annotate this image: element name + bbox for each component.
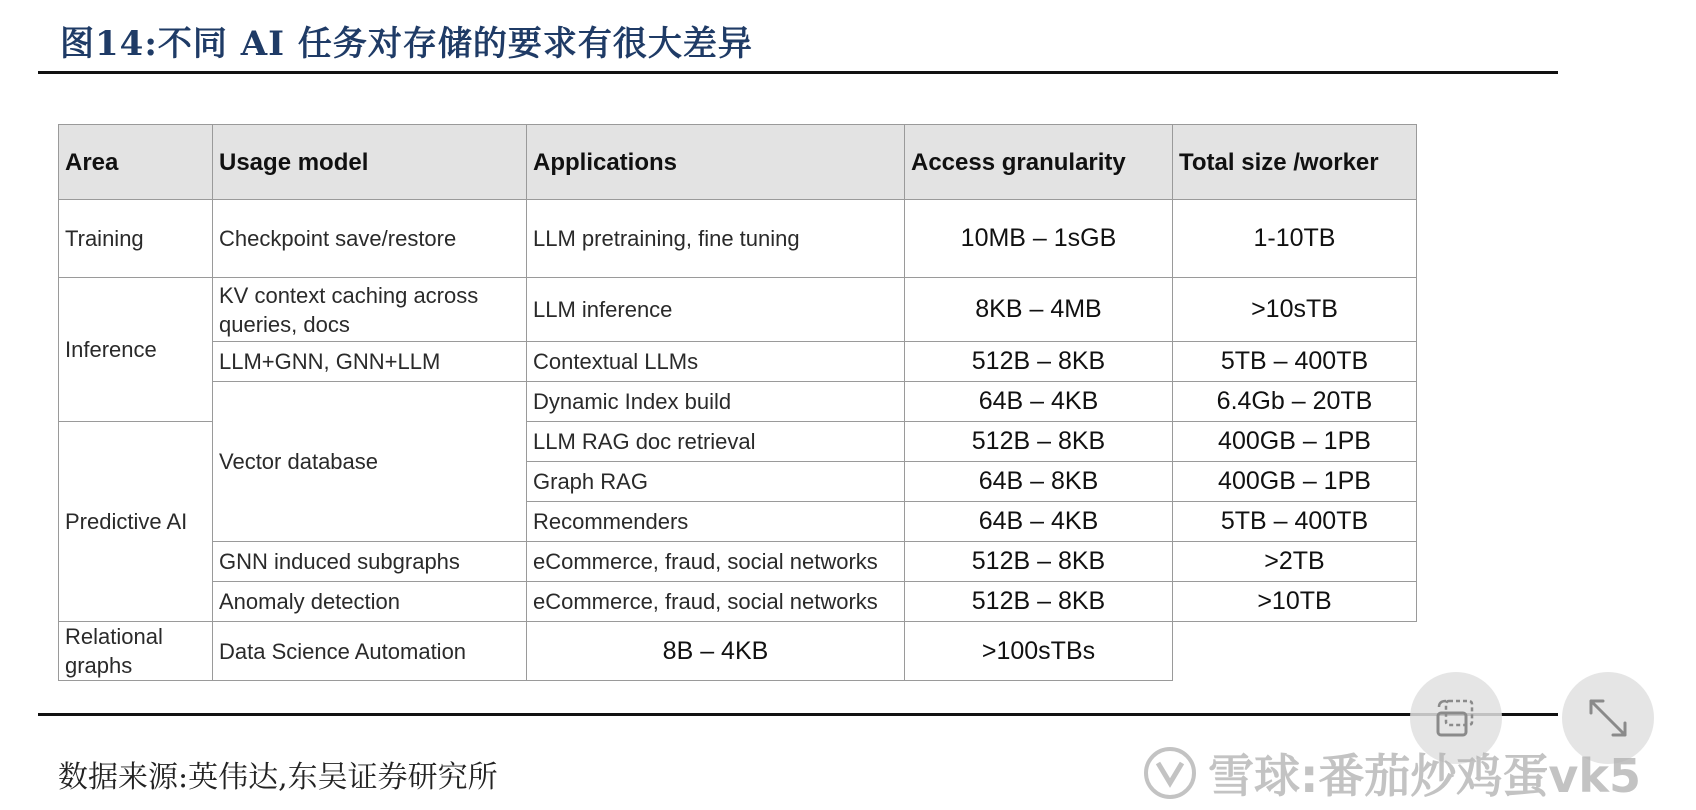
storage-requirements-table — [58, 124, 1417, 681]
size-cell: 400GB – 1PB — [1173, 422, 1417, 462]
header-applications: Applications — [527, 125, 905, 200]
figure-title: 图14:不同 AI 任务对存储的要求有很大差异 — [60, 24, 753, 64]
table-row — [59, 200, 1417, 278]
source-note: 数据来源:英伟达,东吴证券研究所 — [58, 760, 498, 795]
header-area: Area — [59, 125, 213, 200]
size-cell: >100sTBs — [905, 622, 1173, 681]
watermark — [1142, 740, 1641, 806]
table-header-row — [59, 125, 1417, 200]
granularity-cell: 64B – 4KB — [905, 382, 1173, 422]
header-total-size: Total size /worker — [1173, 125, 1417, 200]
app-cell: eCommerce, fraud, social networks — [527, 582, 905, 622]
table-row — [59, 622, 1417, 681]
granularity-cell: 8KB – 4MB — [905, 278, 1173, 342]
granularity-cell: 512B – 8KB — [905, 582, 1173, 622]
size-cell: 5TB – 400TB — [1173, 502, 1417, 542]
app-cell: Data Science Automation — [213, 622, 527, 681]
size-cell: >2TB — [1173, 542, 1417, 582]
app-cell: LLM RAG doc retrieval — [527, 422, 905, 462]
size-cell: 400GB – 1PB — [1173, 462, 1417, 502]
granularity-cell: 10MB – 1sGB — [905, 200, 1173, 278]
header-access-granularity: Access granularity — [905, 125, 1173, 200]
usage-vector-database: Vector database — [213, 382, 527, 542]
granularity-cell: 512B – 8KB — [905, 422, 1173, 462]
granularity-cell: 512B – 8KB — [905, 342, 1173, 382]
usage-llm-gnn: LLM+GNN, GNN+LLM — [213, 342, 527, 382]
granularity-cell: 64B – 4KB — [905, 502, 1173, 542]
granularity-cell: 8B – 4KB — [527, 622, 905, 681]
app-cell: Recommenders — [527, 502, 905, 542]
bottom-rule — [38, 713, 1558, 716]
area-inference: Inference — [59, 278, 213, 422]
app-cell: eCommerce, fraud, social networks — [527, 542, 905, 582]
app-cell: Dynamic Index build — [527, 382, 905, 422]
expand-icon — [1583, 693, 1633, 743]
table-row — [59, 582, 1417, 622]
size-cell: >10TB — [1173, 582, 1417, 622]
size-cell: 6.4Gb – 20TB — [1173, 382, 1417, 422]
app-cell: LLM inference — [527, 278, 905, 342]
granularity-cell: 512B – 8KB — [905, 542, 1173, 582]
table-row — [59, 542, 1417, 582]
usage-checkpoint: Checkpoint save/restore — [213, 200, 527, 278]
app-cell: LLM pretraining, fine tuning — [527, 200, 905, 278]
app-cell: Contextual LLMs — [527, 342, 905, 382]
xueqiu-logo-icon — [1142, 745, 1198, 801]
header-usage-model: Usage model — [213, 125, 527, 200]
usage-anomaly-detection: Anomaly detection — [213, 582, 527, 622]
area-training: Training — [59, 200, 213, 278]
app-cell: Graph RAG — [527, 462, 905, 502]
top-rule — [38, 71, 1558, 74]
size-cell: 5TB – 400TB — [1173, 342, 1417, 382]
area-predictive-ai: Predictive AI — [59, 422, 213, 622]
usage-kv-caching: KV context caching across queries, docs — [213, 278, 527, 342]
size-cell: >10sTB — [1173, 278, 1417, 342]
usage-relational-graphs: Relational graphs — [59, 622, 213, 681]
table-row — [59, 278, 1417, 342]
usage-gnn-subgraphs: GNN induced subgraphs — [213, 542, 527, 582]
table-row — [59, 342, 1417, 382]
watermark-text: 雪球:番茄炒鸡蛋vk5 — [1208, 749, 1641, 803]
rotate-icon — [1431, 693, 1481, 743]
size-cell: 1-10TB — [1173, 200, 1417, 278]
table-row — [59, 382, 1417, 422]
granularity-cell: 64B – 8KB — [905, 462, 1173, 502]
